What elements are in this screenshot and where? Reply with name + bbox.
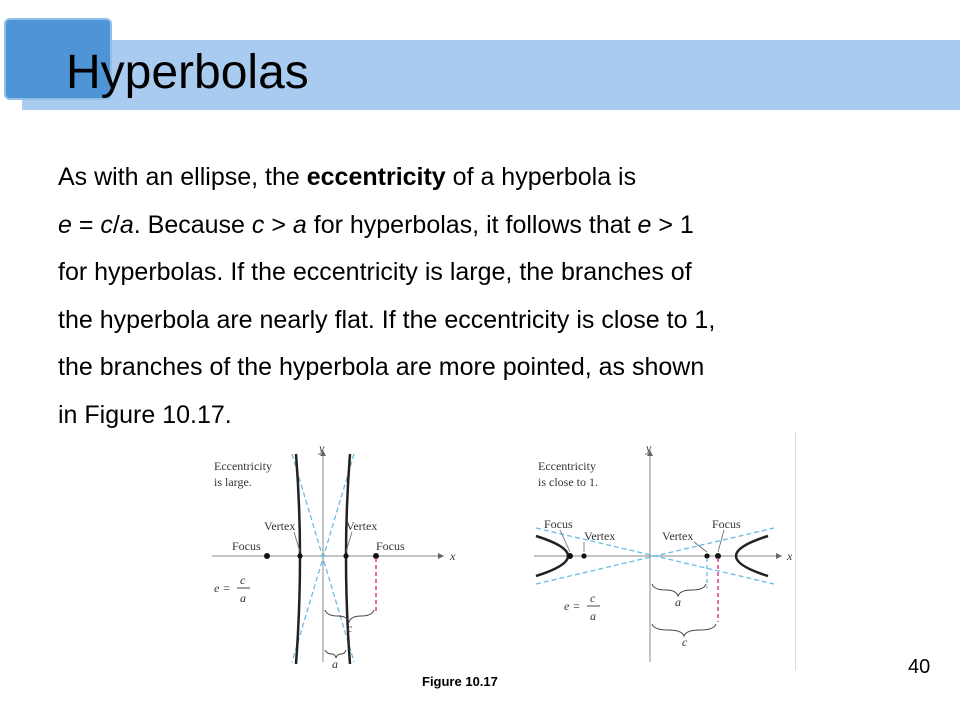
var-a: a bbox=[292, 210, 307, 239]
line-3: for hyperbolas. If the eccentricity is large, the branches of bbox=[58, 258, 692, 286]
left-frac-denominator: a bbox=[240, 591, 246, 605]
text-run: > bbox=[264, 210, 293, 239]
page-number: 40 bbox=[908, 656, 931, 678]
body-paragraph bbox=[58, 154, 938, 439]
left-focus-label-1: Focus bbox=[232, 539, 261, 553]
figure-hyperbolas bbox=[204, 432, 796, 670]
left-vertex-point-1 bbox=[297, 553, 302, 558]
left-focus-point-1 bbox=[264, 553, 270, 559]
right-focus-label-1: Focus bbox=[544, 517, 573, 531]
right-focus-point-1 bbox=[567, 553, 573, 559]
right-axis-x-label: x bbox=[787, 549, 793, 563]
left-frac-numerator: c bbox=[240, 573, 246, 587]
right-label-c: c bbox=[682, 635, 688, 649]
text-run: = bbox=[71, 210, 101, 239]
left-vertex-point-2 bbox=[343, 553, 348, 558]
right-vertex-point-2 bbox=[704, 553, 709, 558]
left-axis-y-label: y bbox=[319, 441, 325, 455]
right-vertex-label-2: Vertex bbox=[662, 529, 694, 543]
left-vertex-label-2: Vertex bbox=[346, 519, 378, 533]
right-panel bbox=[534, 441, 793, 662]
text-run: of a hyperbola is bbox=[445, 163, 637, 191]
right-vertex-point-1 bbox=[581, 553, 586, 558]
line-4: the hyperbola are nearly flat. If the eccentricity is close to 1, bbox=[58, 305, 716, 334]
line-6: in Figure 10.17. bbox=[58, 400, 232, 429]
text-run: for hyperbolas, it follows that bbox=[306, 210, 638, 239]
left-desc-2: is large. bbox=[214, 475, 252, 489]
right-vertex-label-1: Vertex bbox=[584, 529, 616, 543]
left-branch-left bbox=[296, 454, 300, 664]
right-frac-denominator: a bbox=[590, 609, 596, 623]
text-run: . Because bbox=[133, 210, 252, 239]
right-desc-1: Eccentricity bbox=[538, 459, 596, 473]
line-1 bbox=[58, 154, 938, 202]
text-run: / bbox=[112, 210, 120, 239]
text-run: > 1 bbox=[651, 210, 694, 239]
var-c: c bbox=[251, 210, 265, 239]
right-e-equals: e = bbox=[564, 599, 581, 613]
left-label-a: a bbox=[332, 657, 338, 670]
var-e: e bbox=[58, 210, 72, 239]
left-e-equals: e = bbox=[214, 581, 231, 595]
var-e: e bbox=[637, 210, 652, 239]
right-focus-label-2: Focus bbox=[712, 517, 741, 531]
left-label-c: c bbox=[347, 621, 353, 635]
figure-caption: Figure 10.17 bbox=[422, 674, 498, 689]
right-frac-numerator: c bbox=[590, 591, 596, 605]
left-panel bbox=[212, 441, 456, 670]
term-eccentricity: eccentricity bbox=[306, 163, 446, 191]
text-run: As with an ellipse, the bbox=[58, 163, 307, 191]
right-label-a: a bbox=[675, 595, 681, 609]
right-desc-2: is close to 1. bbox=[538, 475, 598, 489]
left-vertex-label-1: Vertex bbox=[264, 519, 296, 533]
left-axis-x-label: x bbox=[450, 549, 456, 563]
var-c: c bbox=[100, 210, 113, 239]
line-2 bbox=[58, 202, 938, 250]
left-focus-label-2: Focus bbox=[376, 539, 405, 553]
var-a: a bbox=[119, 210, 134, 239]
slide-title: Hyperbolas bbox=[66, 46, 309, 99]
right-axis-y-label: y bbox=[646, 441, 652, 455]
left-desc-1: Eccentricity bbox=[214, 459, 272, 473]
line-5: the branches of the hyperbola are more pointed, as shown bbox=[58, 353, 705, 381]
